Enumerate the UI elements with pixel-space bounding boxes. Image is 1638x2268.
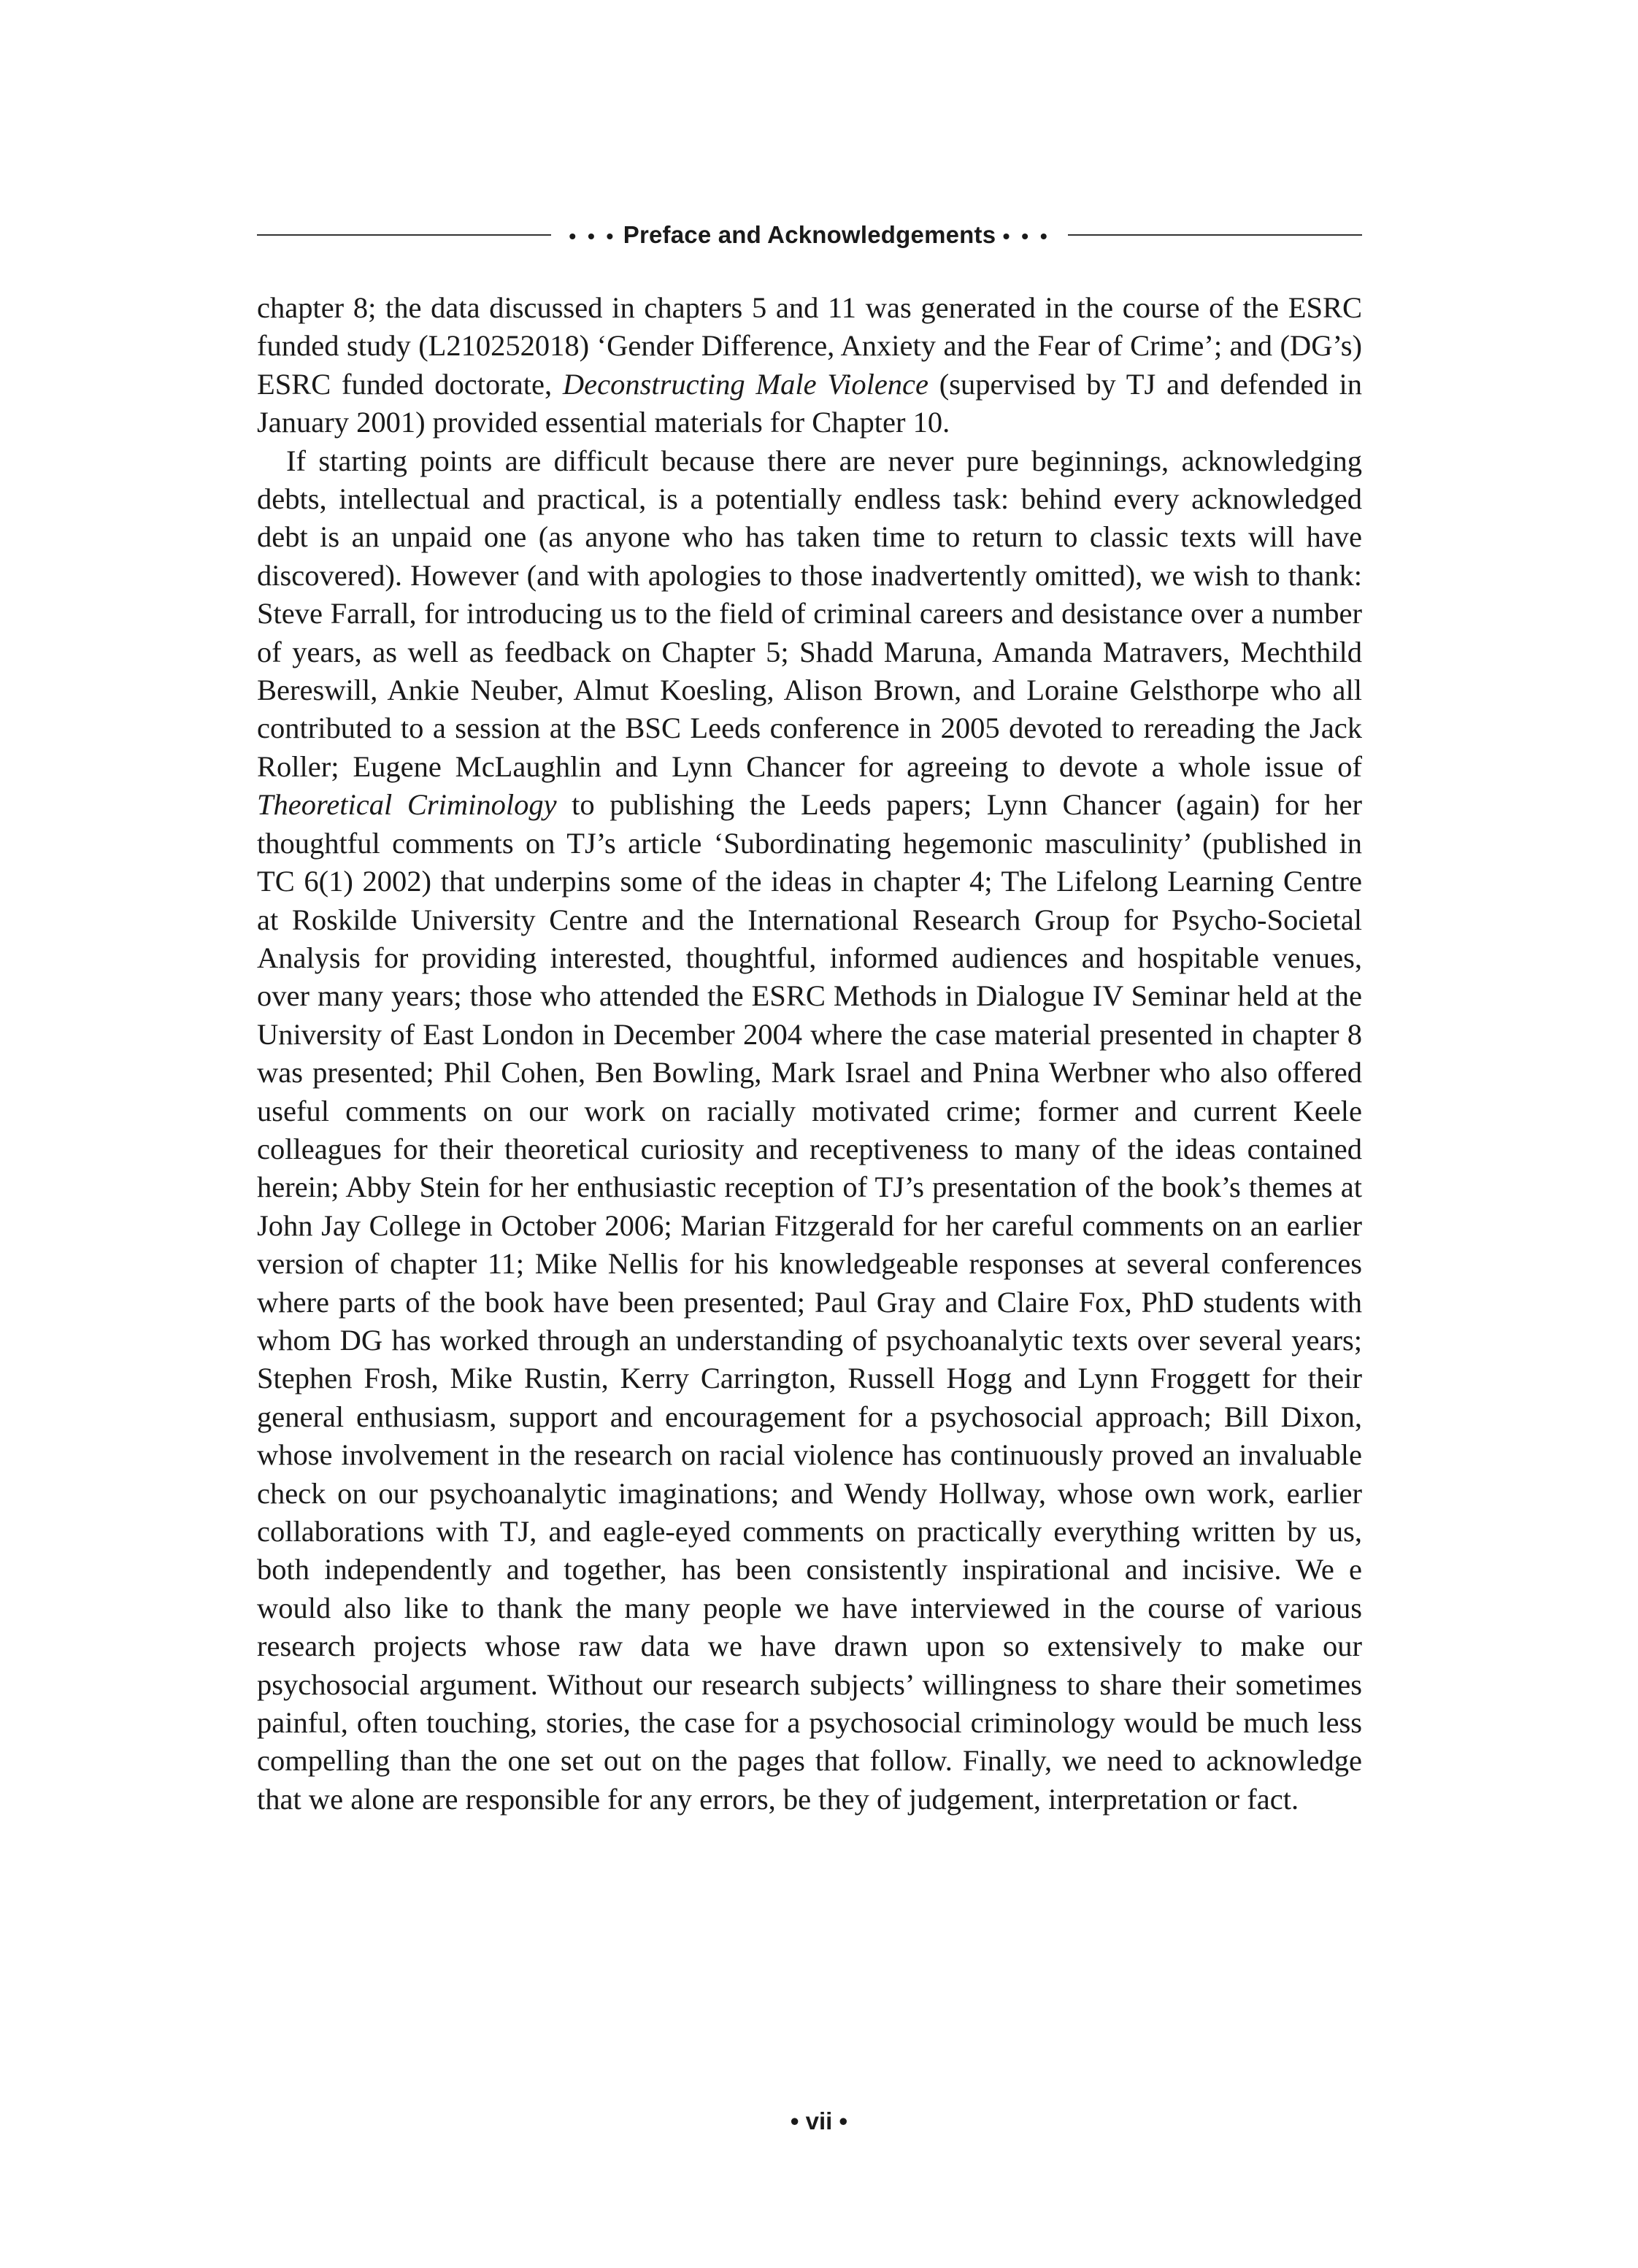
paragraph2-italic-title: Theoretical Criminology <box>257 788 557 822</box>
paragraph2-text-a: If starting points are difficult because there are never pure beginnings, acknowledging debts, intellectual and practical, is a potentially endless task: behind every acknowledged debt is an unpaid one (as anyone who has taken time to return to classic texts will have discovered). However (and with apologies to those inadvertently omitted), we wish to thank: Steve Farrall, for introducing us to the field of criminal careers and desistance over a number of years, as well as feedback on Chapter 5; Shadd Maruna, Amanda Matravers, Mechthild Bereswill, Ankie Neuber, Almut Koesling, Alison Brown, and Loraine Gelsthorpe who all contributed to a session at the BSC Leeds conference in 2005 devoted to rereading the Jack Roller; Eugene McLaughlin and Lynn Chancer for agreeing to devote a whole issue of <box>257 444 1362 783</box>
paragraph-continuation <box>257 289 1362 442</box>
paragraph-acknowledgements <box>257 442 1362 1819</box>
page-number: • vii • <box>790 2107 848 2134</box>
paragraph2-text-b: to publishing the Leeds papers; Lynn Chancer (again) for her thoughtful comments on TJ’s article ‘Subordinating hegemonic masculinity’ (published in TC 6(1) 2002) that underpins some of the ideas in chapter 4; The Lifelong Learning Centre at Roskilde University Centre and the International Research Group for Psycho-Societal Analysis for providing interested, thoughtful, informed audiences and hospitable venues, over many years; those who attended the ESRC Methods in Dialogue IV Seminar held at the University of East London in December 2004 where the case material presented in chapter 8 was presented; Phil Cohen, Ben Bowling, Mark Israel and Pnina Werbner who also offered useful comments on our work on racially motivated crime; former and current Keele colleagues for their theoretical curiosity and receptiveness to many of the ideas contained herein; Abby Stein for her enthusiastic reception of TJ’s presentation of the book’s themes at John Jay College in October 2006; Marian Fitzgerald for her careful comments on an earlier version of chapter 11; Mike Nellis for his knowledgeable responses at several conferences where parts of the book have been presented; Paul Gray and Claire Fox, PhD students with whom DG has worked through an understanding of psychoanalytic texts over several years; Stephen Frosh, Mike Rustin, Kerry Carrington, Russell Hogg and Lynn Froggett for their general enthusiasm, support and encouragement for a psychosocial approach; Bill Dixon, whose involvement in the research on racial violence has continuously proved an invaluable check on our psychoanalytic imaginations; and Wendy Hollway, whose own work, earlier collaborations with TJ, and eagle-eyed comments on practically everything written by us, both independently and together, has been consistently inspirational and incisive. We e would also like to thank the many people we have interviewed in the course of various research projects whose raw data we have drawn upon so extensively to make our psychosocial argument. Without our research subjects’ willingness to share their sometimes painful, often touching, stories, the case for a psychosocial criminology would be much less compelling than the one set out on the pages that follow. Finally, we need to acknowledge that we alone are responsible for any errors, be they of judgement, interpretation or fact. <box>257 788 1362 1816</box>
paragraph1-text-a: chapter 8; the data discussed in chapters 5 and 11 was generated in the course of the ESRC funded study (L210252018) ‘Gender Difference, Anxiety and the Fear of Crime’; and (DG’s) ESRC funded doctorate, <box>257 291 1362 401</box>
running-head-dots-right: • • • <box>1002 225 1050 247</box>
running-head-dots-left: • • • <box>569 225 617 247</box>
running-head <box>257 213 1362 257</box>
paragraph1-text-b: (supervised by TJ and defended in January 2001) provided essential materials for Chapter 10. <box>257 367 1363 439</box>
running-head-rule-left <box>257 234 551 236</box>
running-head-rule-right <box>1068 234 1362 236</box>
running-head-title <box>551 221 1067 249</box>
running-head-label: Preface and Acknowledgements <box>623 221 996 248</box>
page-body <box>257 289 1362 1818</box>
paragraph1-italic-title: Deconstructing Male Violence <box>562 367 929 401</box>
